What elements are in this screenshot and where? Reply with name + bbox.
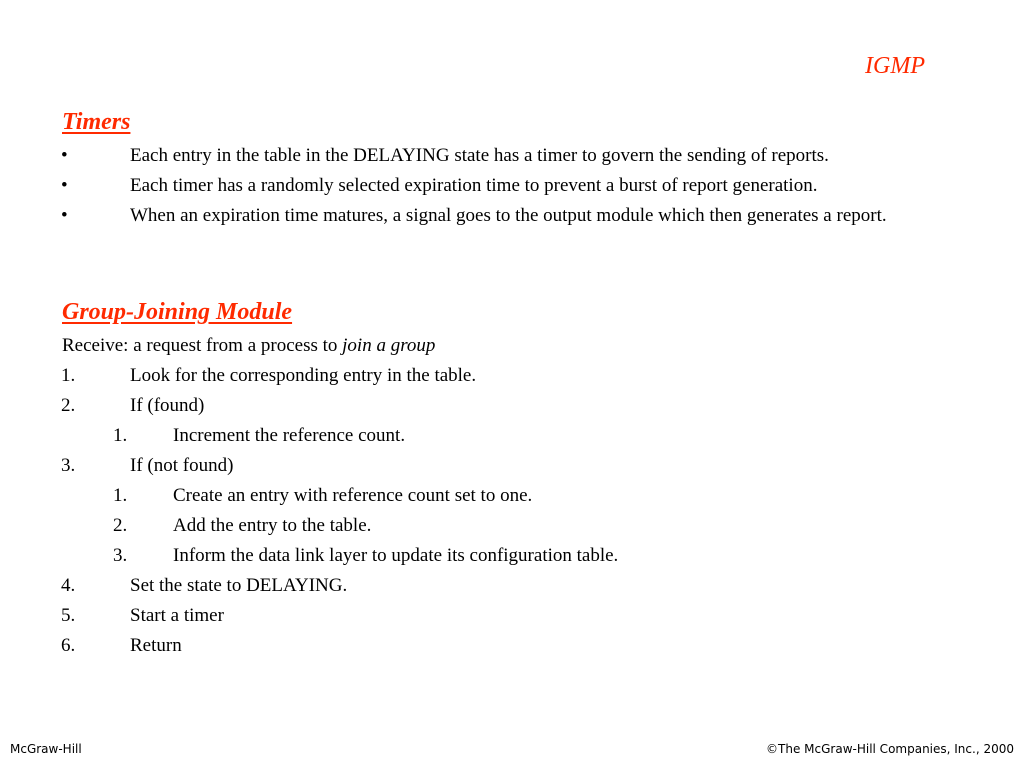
- receive-prefix: Receive: a request from a process to: [62, 335, 343, 356]
- receive-emphasis: join a group: [342, 335, 436, 356]
- substep-text: Create an entry with reference count set to one.: [173, 485, 533, 506]
- slide-title: IGMP: [865, 53, 925, 79]
- substep-text: Add the entry to the table.: [173, 515, 372, 536]
- step-text: Start a timer: [130, 605, 224, 626]
- group-joining-heading: Group-Joining Module: [62, 299, 293, 325]
- step-text: If (found): [130, 395, 205, 416]
- substep-number: 2.: [113, 515, 128, 536]
- bullet-marker: •: [61, 145, 68, 166]
- substep-number: 3.: [113, 545, 128, 566]
- step-number: 2.: [61, 395, 76, 416]
- step-text: Look for the corresponding entry in the table.: [130, 365, 477, 386]
- bullet-text: Each entry in the table in the DELAYING state has a timer to govern the sending of reports.: [130, 145, 829, 166]
- step-number: 1.: [61, 365, 76, 386]
- bullet-text: When an expiration time matures, a signal goes to the output module which then generates a report.: [130, 205, 887, 226]
- substep-text: Increment the reference count.: [173, 425, 406, 446]
- bullet-marker: •: [61, 175, 68, 196]
- footer-publisher: McGraw-Hill: [10, 742, 82, 756]
- bullet-marker: •: [61, 205, 68, 226]
- receive-line: [62, 334, 435, 358]
- step-text: Return: [130, 635, 182, 656]
- step-text: If (not found): [130, 455, 234, 476]
- step-number: 5.: [61, 605, 76, 626]
- timers-heading: Timers: [62, 109, 131, 135]
- step-number: 4.: [61, 575, 76, 596]
- step-number: 6.: [61, 635, 76, 656]
- step-text: Set the state to DELAYING.: [130, 575, 348, 596]
- bullet-text: Each timer has a randomly selected expiration time to prevent a burst of report generation.: [130, 175, 818, 196]
- substep-text: Inform the data link layer to update its configuration table.: [173, 545, 619, 566]
- step-number: 3.: [61, 455, 76, 476]
- substep-number: 1.: [113, 485, 128, 506]
- footer-copyright: ©The McGraw-Hill Companies, Inc., 2000: [766, 742, 1014, 756]
- substep-number: 1.: [113, 425, 128, 446]
